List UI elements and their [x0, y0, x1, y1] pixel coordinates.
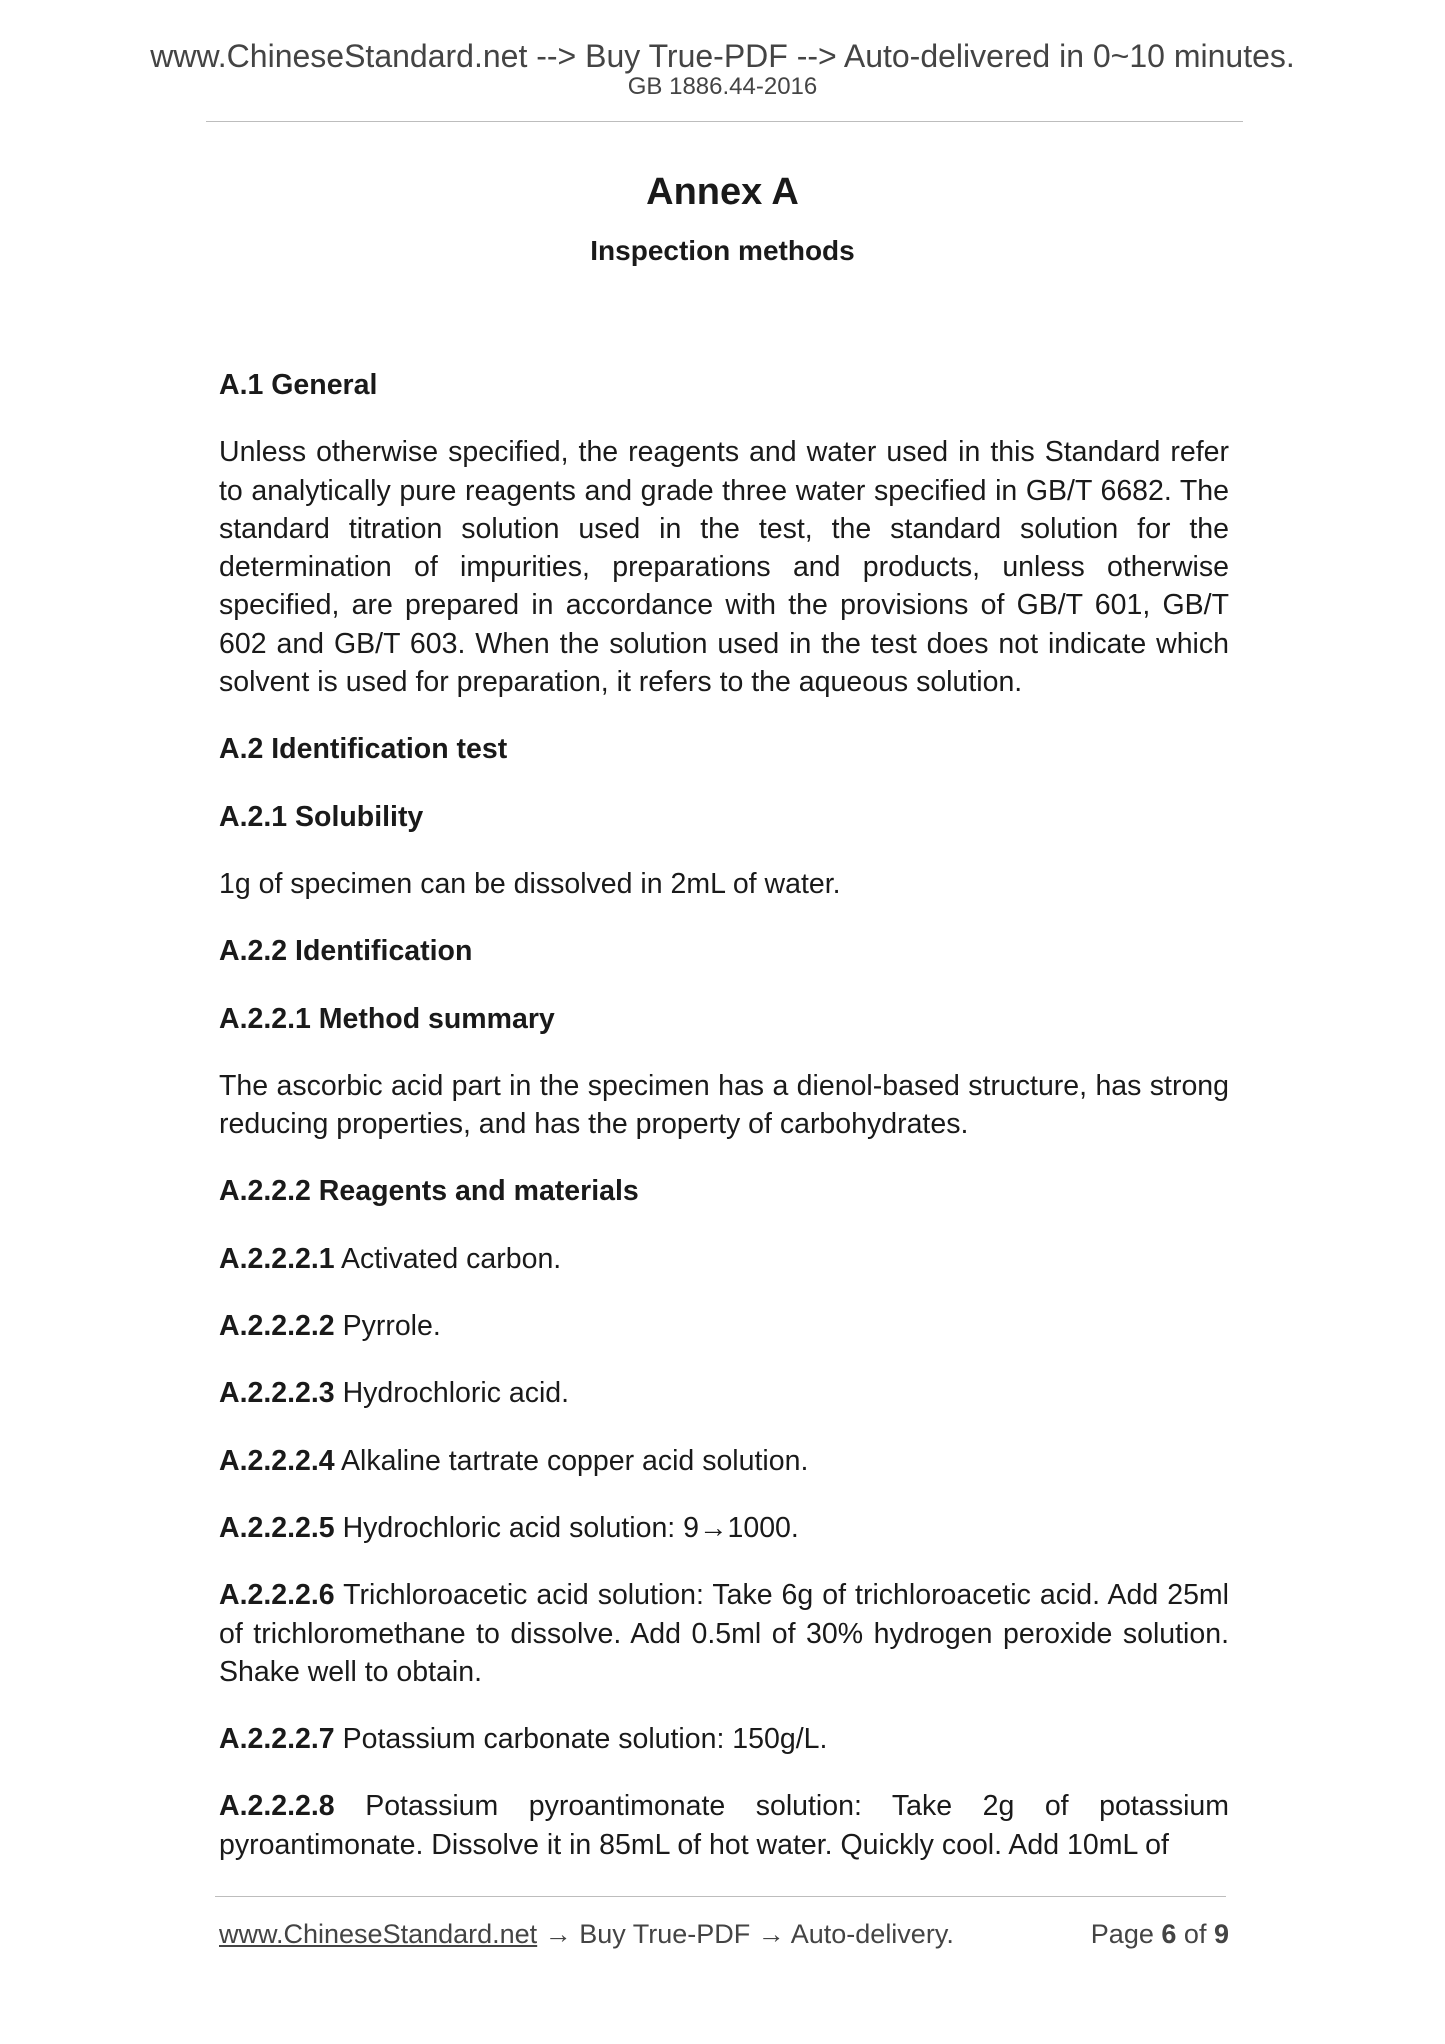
header-divider [206, 121, 1243, 122]
paragraph-a1: Unless otherwise specified, the reagents and water used in this Standard refer to analytically pure reagents and grade three water specified in GB/T 6682. The standard titration solution used in the test, the standard solution for the determination of impurities, preparations and products, unless otherwise specified, are prepared in accordance with the provisions of GB/T 601, GB/T 602 and GB/T 603. When the solution used in the test does not indicate which solvent is used for preparation, it refers to the aqueous solution. [219, 436, 1229, 699]
section-heading-a1: A.1 General [219, 369, 378, 401]
item-text: Potassium carbonate solution: 150g/L. [342, 1723, 828, 1756]
item-number: A.2.2.2.7 [219, 1723, 335, 1756]
page-number: 6 [1161, 1919, 1177, 1949]
top-banner: www.ChineseStandard.net --> Buy True-PDF --> Auto-delivered in 0~10 minutes. [150, 38, 1295, 74]
paragraph-a21: 1g of specimen can be dissolved in 2mL of water. [219, 867, 841, 900]
page-indicator [1091, 1918, 1229, 1950]
list-item [219, 1307, 1229, 1345]
footer-divider [215, 1896, 1226, 1897]
item-number: A.2.2.2.1 [219, 1242, 335, 1275]
section-heading-a22: A.2.2 Identification [219, 935, 473, 968]
item-text: Hydrochloric acid. [342, 1377, 570, 1410]
list-item [219, 1576, 1229, 1691]
of-label: of [1183, 1919, 1207, 1949]
item-number: A.2.2.2.3 [219, 1377, 335, 1410]
footer-site-link[interactable]: www.ChineseStandard.net [219, 1919, 538, 1949]
item-number: A.2.2.2.5 [219, 1511, 335, 1544]
item-text: Trichloroacetic acid solution: Take 6g of trichloroacetic acid. Add 25ml of trichloromethane to dissolve. Add 0.5ml of 30% hydrogen peroxide solution. Shake well to obtain. [219, 1579, 1229, 1688]
document-id: GB 1886.44-2016 [627, 73, 818, 100]
list-item [219, 1720, 1229, 1758]
section-heading-a2: A.2 Identification test [219, 733, 508, 766]
item-number: A.2.2.2.6 [219, 1579, 335, 1612]
item-number: A.2.2.2.8 [219, 1790, 335, 1823]
item-number: A.2.2.2.2 [219, 1310, 335, 1343]
item-number: A.2.2.2.4 [219, 1444, 335, 1477]
annex-title: Annex A [646, 171, 799, 213]
item-text: Pyrrole. [342, 1310, 441, 1343]
list-item [219, 1442, 1229, 1480]
annex-subtitle: Inspection methods [590, 235, 855, 266]
section-heading-a21: A.2.1 Solubility [219, 800, 424, 833]
page-total: 9 [1213, 1919, 1229, 1949]
item-text: Alkaline tartrate copper acid solution. [341, 1444, 809, 1477]
item-text: Activated carbon. [341, 1242, 562, 1275]
section-heading-a222: A.2.2.2 Reagents and materials [219, 1175, 639, 1208]
list-item [219, 1240, 1229, 1278]
list-item [219, 1509, 1229, 1547]
item-text: Hydrochloric acid solution: 9→1000. [342, 1511, 799, 1544]
page-label: Page [1090, 1919, 1154, 1949]
item-text: Potassium pyroantimonate solution: Take 2g of potassium pyroantimonate. Dissolve it in 85mL of hot water. Quickly cool. Add 10mL of [219, 1790, 1230, 1861]
main-content [219, 366, 1229, 1864]
list-item [219, 1787, 1229, 1864]
footer-left [219, 1918, 954, 1950]
section-heading-a221: A.2.2.1 Method summary [219, 1002, 555, 1035]
footer-tagline: → Buy True-PDF → Auto-delivery. [537, 1919, 954, 1949]
paragraph-a221: The ascorbic acid part in the specimen has a dienol-based structure, has strong reducing properties, and has the property of carbohydrates. [219, 1069, 1229, 1141]
list-item [219, 1374, 1229, 1412]
